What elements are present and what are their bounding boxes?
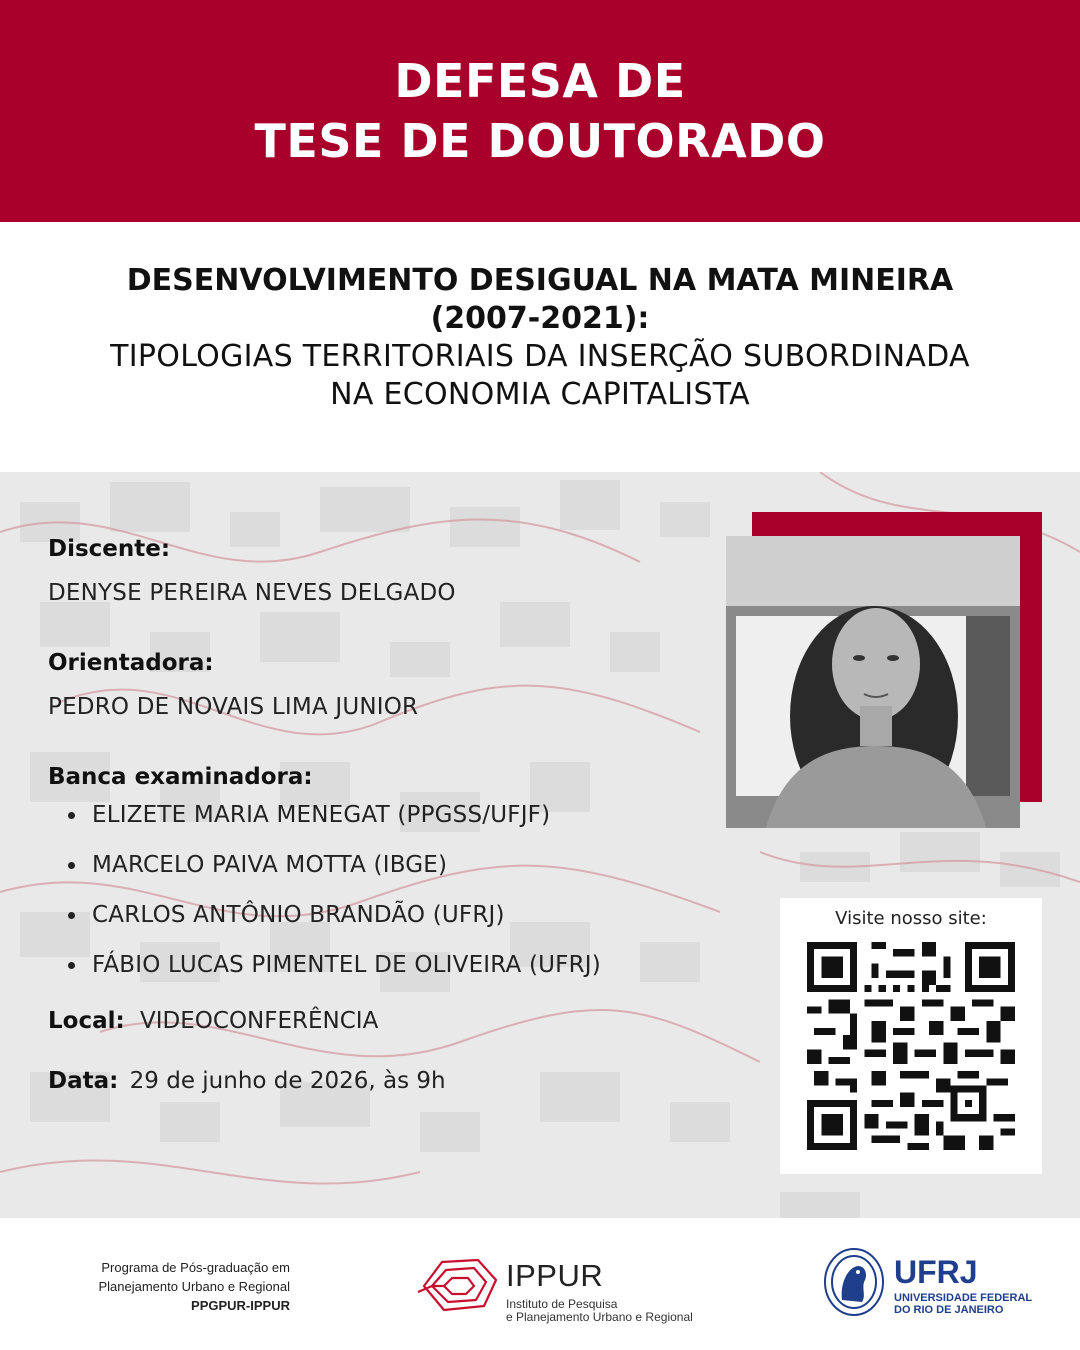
banca-member: CARLOS ANTÔNIO BRANDÃO (UFRJ) <box>48 900 698 930</box>
ufrj-subtitle <box>894 1292 1032 1316</box>
header-line-1: DEFESA DE <box>394 54 686 108</box>
candidate-photo <box>726 536 1020 828</box>
ippur-emblem-icon <box>414 1256 502 1316</box>
ufrj-logo <box>822 1242 1042 1322</box>
program-line-1: Programa de Pós-graduação em <box>101 1260 290 1275</box>
local-value: VIDEOCONFERÊNCIA <box>140 1008 379 1034</box>
portrait-image <box>726 536 1020 828</box>
ufrj-subtitle-line-2: DO RIO DE JANEIRO <box>894 1304 1004 1316</box>
ippur-name: IPPUR <box>506 1258 604 1293</box>
qr-card <box>780 898 1042 1174</box>
banca-label: Banca examinadora: <box>48 764 313 790</box>
thesis-title-line-1: DESENVOLVIMENTO DESIGUAL NA MATA MINEIRA <box>126 263 954 298</box>
defense-details <box>48 534 698 1096</box>
banca-member: MARCELO PAIVA MOTTA (IBGE) <box>48 850 698 880</box>
orientadora-label: Orientadora: <box>48 650 214 676</box>
banca-list <box>48 800 698 980</box>
ippur-logo <box>414 1250 714 1330</box>
program-line-2: Planejamento Urbano e Regional <box>98 1279 290 1294</box>
ippur-subtitle <box>506 1298 693 1324</box>
ippur-subtitle-line-2: e Planejamento Urbano e Regional <box>506 1310 693 1324</box>
orientadora-section <box>48 648 698 722</box>
ufrj-seal-icon <box>822 1246 886 1318</box>
data-row <box>48 1066 698 1096</box>
discente-section <box>48 534 698 608</box>
program-acronym: PPGPUR-IPPUR <box>191 1298 290 1313</box>
header-banner <box>0 0 1080 222</box>
discente-value: DENYSE PEREIRA NEVES DELGADO <box>48 580 456 606</box>
program-name <box>60 1258 290 1315</box>
ippur-subtitle-line-1: Instituto de Pesquisa <box>506 1297 618 1311</box>
data-label: Data: <box>48 1068 119 1094</box>
orientadora-value: PEDRO DE NOVAIS LIMA JUNIOR <box>48 694 419 720</box>
discente-label: Discente: <box>48 536 171 562</box>
qr-label: Visite nosso site: <box>835 908 987 929</box>
local-label: Local: <box>48 1008 125 1034</box>
local-row <box>48 1006 698 1036</box>
banca-member: ELIZETE MARIA MENEGAT (PPGSS/UFJF) <box>48 800 698 830</box>
thesis-title <box>0 262 1080 414</box>
ufrj-name: UFRJ <box>894 1254 978 1290</box>
banca-member: FÁBIO LUCAS PIMENTEL DE OLIVEIRA (UFRJ) <box>48 950 698 980</box>
header-line-2: TESE DE DOUTORADO <box>254 114 826 168</box>
info-panel <box>0 472 1080 1218</box>
banca-section <box>48 762 698 980</box>
qr-code-image[interactable] <box>807 942 1015 1150</box>
thesis-title-line-2: (2007-2021): <box>430 301 650 336</box>
thesis-subtitle-line-2: NA ECONOMIA CAPITALISTA <box>330 377 750 412</box>
ufrj-subtitle-line-1: UNIVERSIDADE FEDERAL <box>894 1292 1033 1304</box>
data-value: 29 de junho de 2026, às 9h <box>129 1068 446 1094</box>
thesis-subtitle-line-1: TIPOLOGIAS TERRITORIAIS DA INSERÇÃO SUBORDINADA <box>110 339 970 374</box>
footer <box>0 1218 1080 1350</box>
